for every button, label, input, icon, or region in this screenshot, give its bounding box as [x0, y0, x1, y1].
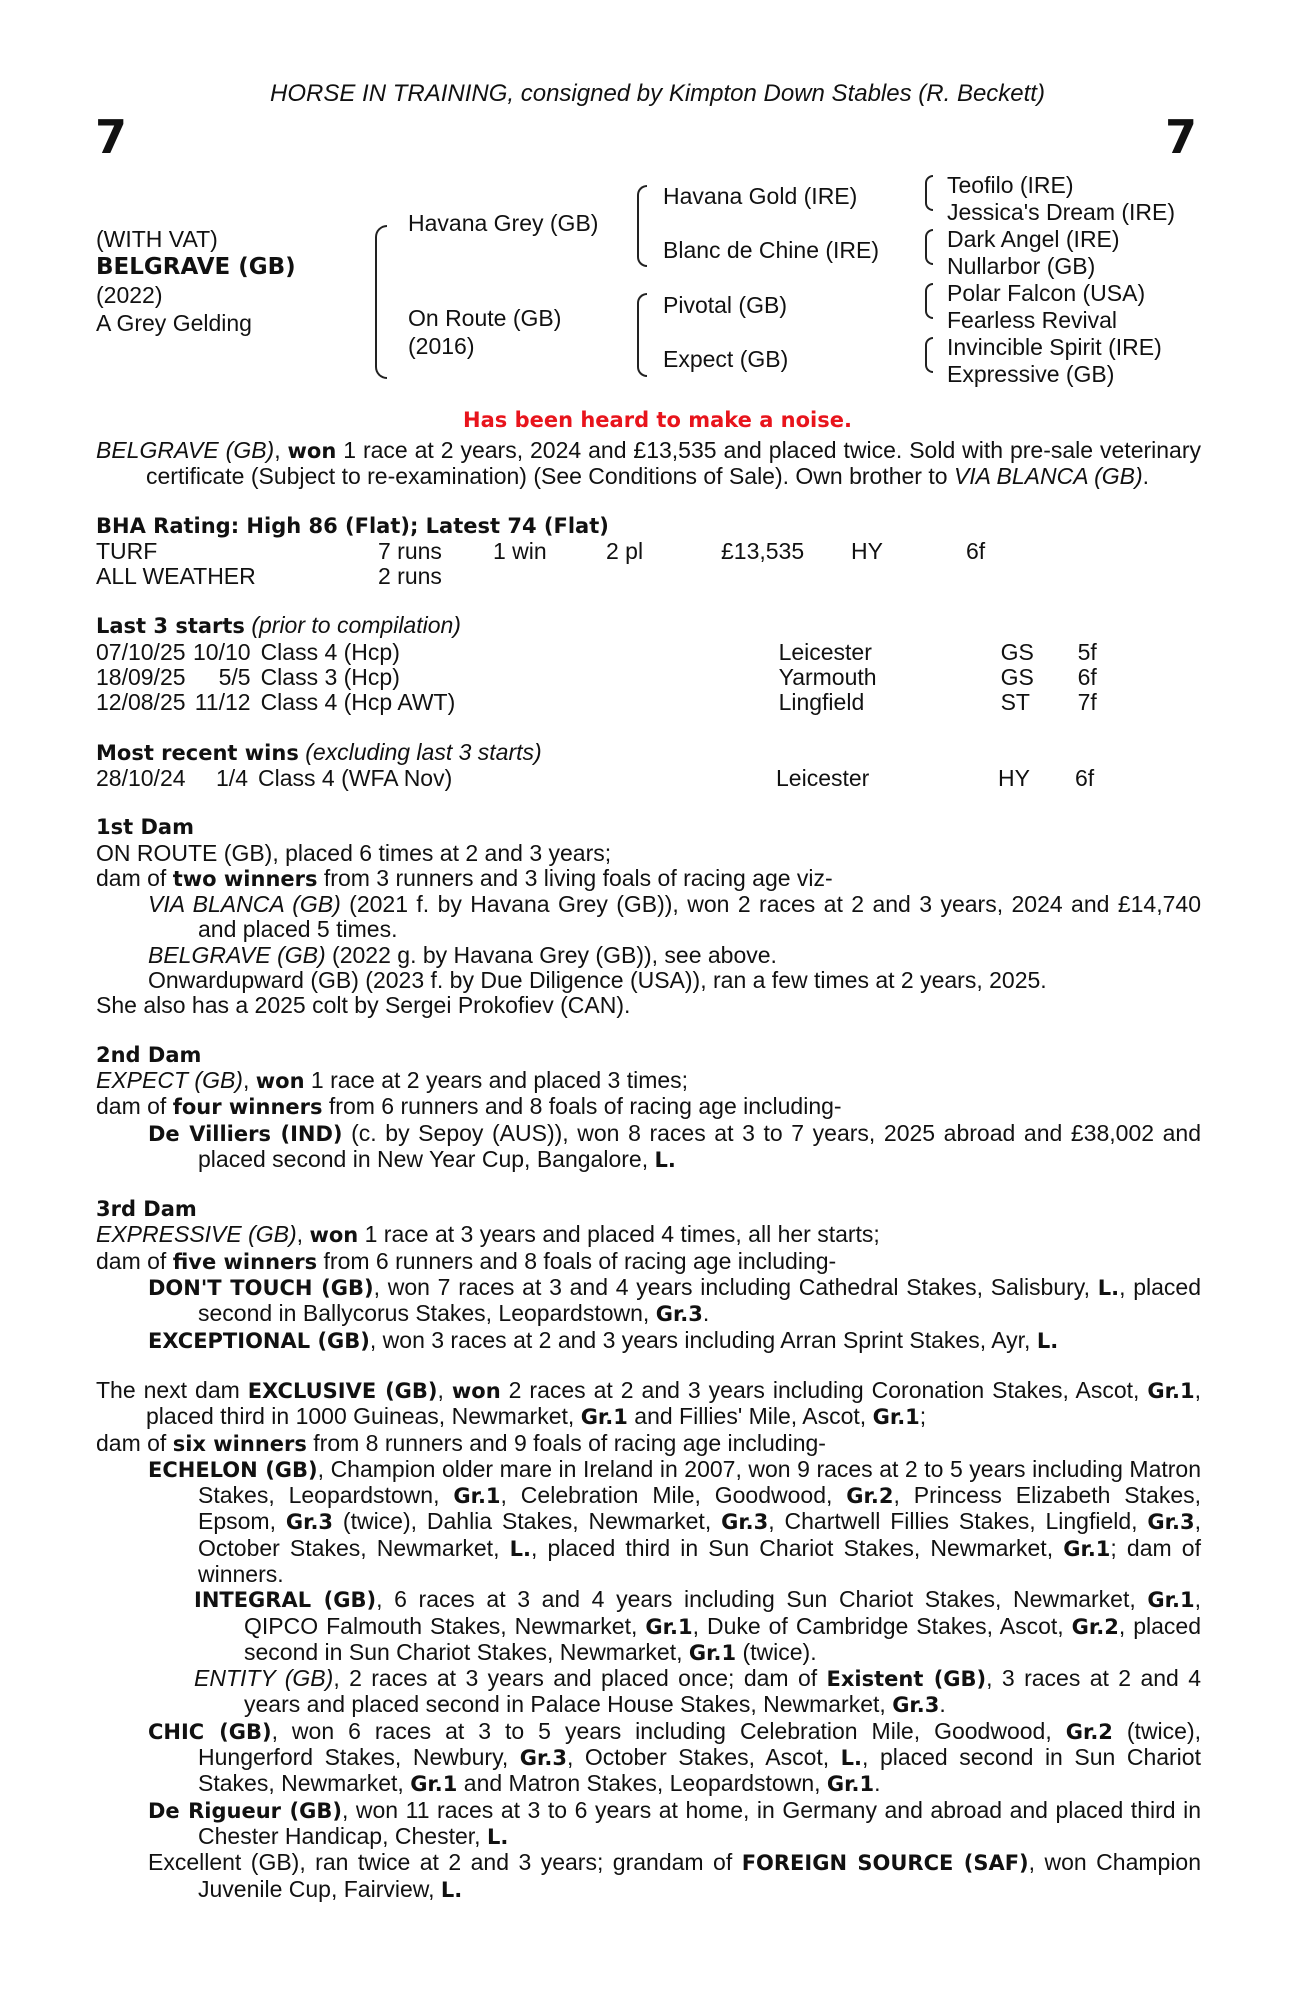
pedigree-brace-main: [375, 225, 387, 379]
page-header: HORSE IN TRAINING, consigned by Kimpton Down Stables (R. Beckett): [270, 80, 1045, 107]
winners-count: five winners: [172, 1249, 318, 1274]
recent-wins-subtitle: (excluding last 3 starts): [305, 738, 542, 765]
grade: Gr.3: [721, 1510, 769, 1535]
distance: 6f: [966, 537, 986, 564]
offspring-entry: [96, 1457, 1201, 1587]
t: (twice), Hungerford Stakes, Newbury,: [198, 1717, 1202, 1771]
recent-wins-title: Most recent wins: [96, 740, 299, 765]
winners-count: two winners: [172, 866, 318, 891]
dam-name: EXCLUSIVE (GB): [247, 1378, 438, 1403]
listed: L.: [1036, 1328, 1059, 1353]
listed: L.: [486, 1824, 509, 1849]
won-label: won: [451, 1378, 501, 1403]
t: from 8 runners and 9 foals of racing age including-: [306, 1429, 826, 1456]
grade: Gr.1: [645, 1614, 693, 1639]
won-label: won: [309, 1223, 359, 1248]
going: ST: [1000, 689, 1030, 716]
g3-ancestor: Expressive (GB): [947, 361, 1115, 387]
g3-ancestor: Invincible Spirit (IRE): [947, 334, 1162, 360]
second-dam-section: [96, 1043, 1201, 1173]
offspring-name: De Rigueur (GB): [148, 1798, 342, 1823]
t: , October Stakes, Newmarket,: [198, 1508, 1201, 1561]
listed: L.: [509, 1536, 531, 1561]
t: , Princess Elizabeth Stakes, Epsom,: [198, 1482, 1201, 1535]
date: 12/08/25: [96, 689, 186, 716]
t: ,: [437, 1376, 452, 1403]
going: HY: [998, 764, 1030, 791]
t: , 2 races at 3 years and placed once; dam of: [333, 1665, 827, 1692]
horse-name: BELGRAVE (GB): [96, 254, 296, 280]
pedigree-brace-g3-2: [925, 229, 933, 265]
noise-notice: Has been heard to make a noise.: [463, 408, 852, 432]
listed: L.: [840, 1746, 863, 1771]
t: 1 race at 3 years and placed 4 times, all her starts;: [358, 1221, 880, 1248]
pedigree-sire-sire: Havana Gold (IRE): [663, 183, 858, 209]
grade: Gr.3: [892, 1693, 940, 1718]
grade: Gr.1: [580, 1405, 628, 1430]
summary-paragraph: BELGRAVE (GB), won 1 race at 2 years, 2024 and £13,535 and placed twice. Sold with pre-sale veterinary certificate (Subject to re-examination) (See Conditions of Sale). Own brother to VIA BLANCA (GB).: [96, 437, 1201, 490]
t: , October Stakes, Ascot,: [567, 1744, 841, 1771]
dam-name: EXPRESSIVE (GB): [96, 1221, 297, 1248]
t: ;: [919, 1403, 927, 1430]
summary-horse-name: BELGRAVE (GB): [96, 437, 275, 463]
t: , Duke of Cambridge Stakes, Ascot,: [692, 1612, 1072, 1639]
grade: Gr.2: [1071, 1614, 1119, 1639]
listed: L.: [654, 1147, 676, 1172]
recent-wins-section: [96, 740, 1201, 792]
surface: TURF: [96, 537, 158, 564]
g3-ancestor: Dark Angel (IRE): [947, 226, 1120, 252]
t: , Celebration Mile, Goodwood,: [500, 1482, 847, 1509]
offspring-name: Existent (GB): [826, 1667, 987, 1692]
pedigree-dam-year: (2016): [408, 333, 475, 359]
grade: Gr.1: [872, 1405, 920, 1430]
distance: 6f: [1077, 664, 1097, 691]
t: (twice), Dahlia Stakes, Newmarket,: [333, 1508, 722, 1535]
offspring-entry: Onwardupward (GB) (2023 f. by Due Diligence (USA)), ran a few times at 2 years, 2025.: [148, 967, 1047, 994]
date: 07/10/25: [96, 638, 186, 665]
position: 11/12: [194, 689, 251, 716]
grade: Gr.1: [826, 1772, 875, 1797]
t: from 3 runners and 3 living foals of racing age viz-: [317, 864, 833, 891]
pedigree-third-generation: [947, 172, 1175, 388]
t: (2022 g. by Havana Grey (GB)), see above.: [325, 941, 777, 968]
race: Class 4 (Hcp AWT): [260, 689, 456, 716]
t: dam of: [96, 1429, 173, 1456]
t: , won 11 races at 3 to 6 years at home, in Germany and abroad and placed third in Chester Handicap, Chester,: [198, 1796, 1201, 1849]
t: , placed second in Sun Chariot Stakes, Newmarket,: [244, 1612, 1202, 1665]
table-row: [96, 539, 985, 564]
course: Lingfield: [778, 689, 865, 716]
vat-label: (WITH VAT): [96, 226, 218, 252]
t: (2021 f. by Havana Grey (GB)), won 2 races at 2 and 3 years, 2024 and £14,740 and placed 5 times.: [198, 891, 1201, 943]
t: , won 6 races at 3 to 5 years including Celebration Mile, Goodwood,: [271, 1717, 1066, 1744]
third-dam-section: [96, 1197, 1201, 1354]
recent-wins-table: [96, 766, 1094, 791]
t: , 6 races at 3 and 4 years including Sun Chariot Stakes, Newmarket,: [376, 1586, 1148, 1613]
offspring-name: ENTITY (GB): [194, 1665, 334, 1692]
offspring-entry: [96, 1798, 1201, 1851]
going: GS: [1000, 638, 1034, 665]
t: dam of: [96, 1093, 173, 1120]
t: ,: [242, 1066, 256, 1093]
t: , Champion older mare in Ireland in 2007, won 9 races at 2 to 5 years including Matron Stakes, Leopardstown,: [198, 1455, 1201, 1509]
offspring-entry: [96, 892, 1201, 943]
placed: [606, 564, 721, 589]
rating-title: BHA Rating: High 86 (Flat); Latest 74 (Flat): [96, 513, 609, 538]
offspring-entry: [96, 1719, 1201, 1798]
pedigree-brace-g3-3: [925, 283, 933, 319]
distance: [966, 564, 985, 589]
offspring-entry: [96, 1850, 1201, 1903]
t: dam of: [96, 1247, 173, 1274]
rating-table: [96, 539, 985, 590]
g3-ancestor: Polar Falcon (USA): [947, 280, 1146, 306]
distance: 5f: [1077, 638, 1097, 665]
offspring-entry: [96, 1666, 1201, 1719]
table-row: [96, 665, 1097, 690]
grade: Gr.3: [519, 1746, 567, 1771]
grade: Gr.3: [285, 1510, 334, 1535]
distance: 7f: [1077, 689, 1097, 716]
pedigree-brace-sire: [637, 185, 647, 267]
dam-name: EXPECT (GB): [96, 1066, 243, 1093]
t: .: [702, 1300, 710, 1327]
offspring-entry: [96, 943, 1201, 968]
second-dam-title: 2nd Dam: [96, 1042, 202, 1067]
g3-ancestor: Fearless Revival: [947, 307, 1117, 333]
date: 28/10/24: [96, 764, 186, 791]
catalogue-body: [96, 438, 1201, 1903]
grade: Gr.2: [1065, 1719, 1113, 1744]
horse-identity: [96, 225, 296, 337]
table-row: [96, 690, 1097, 715]
rating-section: [96, 514, 1201, 590]
pedigree-dam-dam: Expect (GB): [663, 346, 789, 372]
t: , won Champion Juvenile Cup, Fairview,: [198, 1849, 1202, 1902]
pedigree-sire-dam: Blanc de Chine (IRE): [663, 237, 880, 263]
first-dam-note: She also has a 2025 colt by Sergei Prokofiev (CAN).: [96, 992, 631, 1019]
listed: L.: [1097, 1276, 1120, 1301]
grade: Gr.1: [1147, 1588, 1195, 1613]
table-row: [96, 640, 1097, 665]
pedigree-brace-dam: [637, 293, 647, 377]
race: Class 3 (Hcp): [260, 664, 400, 691]
winners-count: six winners: [172, 1431, 307, 1456]
t: , 3 races at 2 and 4 years and placed second in Palace House Stakes, Newmarket,: [244, 1665, 1202, 1718]
lot-number-left: 7: [95, 110, 128, 164]
next-dam-section: [96, 1378, 1201, 1903]
grade: Gr.1: [1063, 1536, 1111, 1561]
grade: Gr.1: [1147, 1378, 1195, 1403]
lot-number-right: 7: [1164, 110, 1197, 164]
t: from 6 runners and 8 foals of racing age including-: [317, 1247, 837, 1274]
prize: [721, 564, 851, 589]
offspring-name: FOREIGN SOURCE (SAF): [741, 1851, 1029, 1876]
pedigree-dam: On Route (GB): [408, 305, 562, 331]
prize: £13,535: [721, 537, 805, 564]
t: 2 races at 2 and 3 years including Coronation Stakes, Ascot,: [500, 1376, 1148, 1403]
offspring-name: EXCEPTIONAL (GB): [148, 1328, 370, 1353]
course: Leicester: [778, 638, 872, 665]
last-starts-section: [96, 613, 1201, 715]
course: Leicester: [776, 764, 870, 791]
last-starts-table: [96, 640, 1097, 716]
brother-name: VIA BLANCA (GB): [953, 463, 1143, 490]
won-label: won: [287, 439, 337, 463]
last-starts-subtitle: (prior to compilation): [251, 612, 461, 639]
t: , placed third in Sun Chariot Stakes, Newmarket,: [530, 1534, 1064, 1561]
wins: 1 win: [493, 537, 547, 564]
position: 5/5: [218, 664, 251, 691]
placed: 2 pl: [606, 537, 644, 564]
t: , won 7 races at 3 and 4 years including Cathedral Stakes, Salisbury,: [373, 1274, 1098, 1301]
t: , QIPCO Falmouth Stakes, Newmarket,: [244, 1586, 1201, 1639]
t: The next dam: [96, 1376, 248, 1403]
grade: Gr.1: [410, 1772, 458, 1797]
pedigree-sire: Havana Grey (GB): [408, 210, 599, 236]
pedigree-dam-sire: Pivotal (GB): [663, 292, 787, 318]
position: 1/4: [216, 764, 248, 791]
first-dam-title: 1st Dam: [96, 815, 194, 840]
horse-year: (2022): [96, 282, 163, 308]
grade: Gr.2: [846, 1484, 894, 1509]
wins: [493, 564, 606, 589]
offspring-entry: [96, 1328, 1201, 1354]
t: Excellent (GB), ran twice at 2 and 3 years; grandam of: [148, 1849, 742, 1876]
runs: 2 runs: [378, 563, 442, 590]
runs: 7 runs: [378, 537, 442, 564]
t: 1 race at 2 years and placed 3 times;: [304, 1066, 689, 1093]
pedigree-brace-g3-1: [925, 175, 933, 211]
won-label: won: [255, 1068, 305, 1093]
last-starts-title: Last 3 starts: [96, 614, 245, 639]
offspring-name: VIA BLANCA (GB): [148, 891, 341, 918]
pedigree-brace-g3-4: [925, 337, 933, 373]
t: , Chartwell Fillies Stakes, Lingfield,: [768, 1508, 1148, 1535]
table-row: [96, 564, 985, 589]
going: [851, 564, 966, 589]
g3-ancestor: Jessica's Dream (IRE): [947, 199, 1176, 225]
first-dam-record: ON ROUTE (GB), placed 6 times at 2 and 3 years;: [96, 839, 612, 866]
offspring-entry: [96, 1587, 1201, 1666]
t: .: [874, 1770, 881, 1797]
offspring-entry: [96, 1275, 1201, 1328]
course: Yarmouth: [778, 664, 877, 691]
third-dam-title: 3rd Dam: [96, 1197, 197, 1222]
t: (c. by Sepoy (AUS)), won 8 races at 3 to 7 years, 2025 abroad and £38,002 and placed second in New Year Cup, Bangalore,: [198, 1119, 1202, 1172]
g3-ancestor: Nullarbor (GB): [947, 253, 1096, 279]
offspring-name: CHIC (GB): [148, 1719, 272, 1744]
t: , placed third in 1000 Guineas, Newmarket,: [146, 1376, 1202, 1430]
summary-end: .: [1142, 463, 1150, 490]
offspring-name: DON'T TOUCH (GB): [148, 1276, 374, 1301]
grade: Gr.1: [688, 1640, 737, 1665]
offspring-entry: [96, 1121, 1201, 1174]
t: dam of: [96, 864, 173, 891]
summary-text: 1 race at 2 years, 2024 and £13,535 and placed twice. Sold with pre-sale veterinary certificate (Subject to re-examination) (See Conditions of Sale). Own brother to: [146, 437, 1201, 490]
offspring-name: De Villiers (IND): [148, 1121, 343, 1146]
t: ; dam of winners.: [198, 1534, 1201, 1587]
surface: ALL WEATHER: [96, 563, 256, 590]
t: , won 3 races at 2 and 3 years including Arran Sprint Stakes, Ayr,: [369, 1326, 1037, 1353]
t: .: [939, 1691, 946, 1718]
t: (twice).: [736, 1638, 817, 1665]
offspring-name: INTEGRAL (GB): [194, 1588, 377, 1613]
t: and Matron Stakes, Leopardstown,: [457, 1770, 827, 1797]
offspring-name: BELGRAVE (GB): [148, 941, 326, 968]
going: HY: [851, 537, 883, 564]
offspring-name: ECHELON (GB): [148, 1457, 318, 1482]
winners-count: four winners: [172, 1095, 323, 1120]
grade: Gr.1: [453, 1484, 501, 1509]
first-dam-produce: [96, 866, 1201, 892]
race: Class 4 (Hcp): [260, 638, 400, 665]
table-row: [96, 766, 1094, 791]
listed: L.: [440, 1877, 463, 1902]
going: GS: [1000, 664, 1034, 691]
t: from 6 runners and 8 foals of racing age including-: [322, 1093, 842, 1120]
first-dam-section: [96, 815, 1201, 1018]
horse-description: A Grey Gelding: [96, 310, 252, 336]
t: , placed second in Sun Chariot Stakes, Newmarket,: [198, 1744, 1201, 1797]
race: Class 4 (WFA Nov): [258, 764, 453, 791]
grade: Gr.3: [655, 1302, 703, 1327]
position: 10/10: [193, 638, 251, 665]
t: and Fillies' Mile, Ascot,: [627, 1403, 873, 1430]
distance: 6f: [1075, 764, 1095, 791]
g3-ancestor: Teofilo (IRE): [947, 172, 1074, 198]
t: , placed second in Ballycorus Stakes, Leopardstown,: [198, 1274, 1201, 1327]
date: 18/09/25: [96, 664, 186, 691]
t: ,: [296, 1221, 310, 1248]
grade: Gr.3: [1147, 1510, 1195, 1535]
